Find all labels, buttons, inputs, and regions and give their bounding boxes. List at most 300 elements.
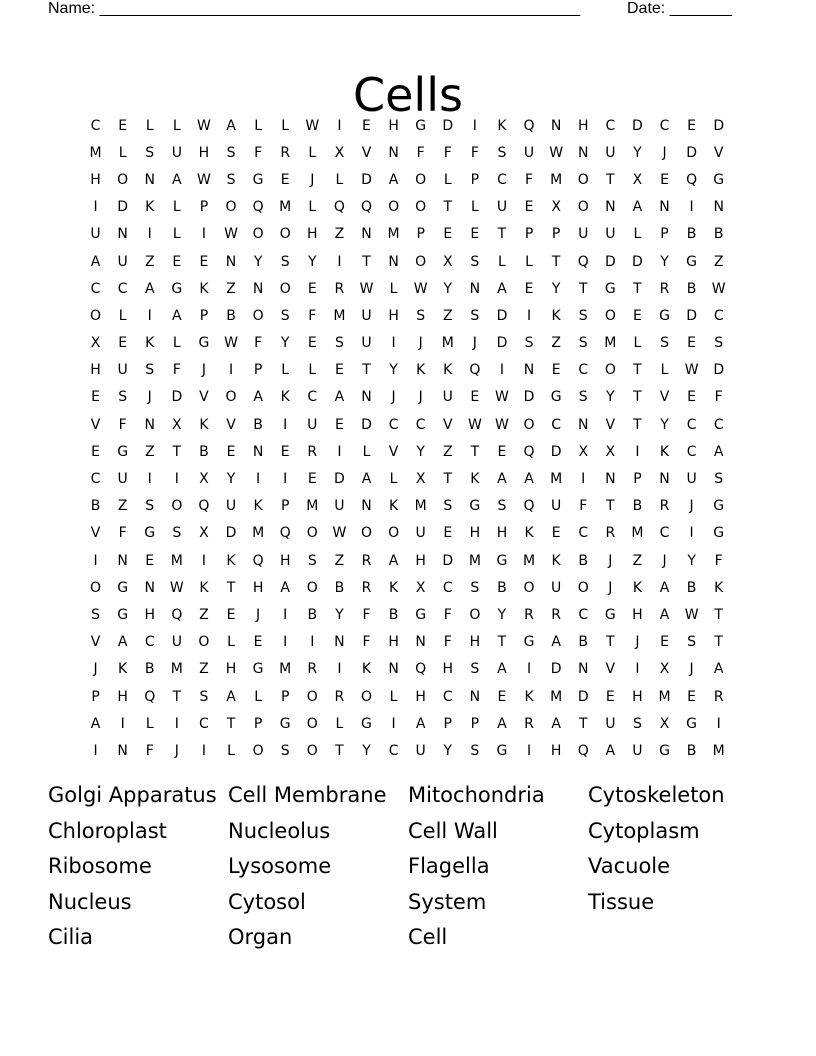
grid-letter: I bbox=[635, 661, 640, 678]
grid-letter: D bbox=[442, 117, 454, 134]
grid-letter: I bbox=[174, 471, 179, 488]
grid-letter: N bbox=[577, 144, 589, 161]
grid-letter: R bbox=[713, 688, 724, 705]
grid-letter: P bbox=[470, 715, 480, 732]
grid-letter: B bbox=[713, 226, 724, 243]
grid-letter: E bbox=[307, 471, 317, 488]
word-bank-item: Cell Wall bbox=[408, 818, 498, 843]
grid-letter: I bbox=[147, 226, 152, 243]
grid-letter: O bbox=[360, 525, 372, 542]
grid-letter: R bbox=[551, 606, 561, 623]
grid-letter: L bbox=[660, 362, 669, 379]
grid-letter: I bbox=[93, 552, 98, 569]
grid-letter: F bbox=[254, 335, 263, 352]
grid-letter: L bbox=[389, 280, 398, 297]
grid-letter: G bbox=[496, 552, 508, 569]
grid-letter: W bbox=[684, 606, 699, 623]
grid-letter: R bbox=[659, 280, 670, 297]
grid-letter: K bbox=[226, 552, 236, 569]
grid-letter: I bbox=[391, 335, 396, 352]
grid-letter: S bbox=[578, 335, 588, 352]
grid-letter: U bbox=[605, 715, 616, 732]
grid-letter: A bbox=[659, 579, 670, 596]
grid-letter: H bbox=[198, 144, 210, 161]
grid-letter: B bbox=[199, 443, 209, 460]
grid-letter: Y bbox=[606, 389, 615, 406]
grid-letter: X bbox=[632, 171, 643, 188]
grid-letter: Q bbox=[523, 498, 535, 515]
grid-letter: L bbox=[308, 199, 317, 216]
grid-letter: R bbox=[307, 661, 318, 678]
grid-letter: O bbox=[252, 226, 264, 243]
grid-letter: A bbox=[605, 742, 616, 759]
word-bank-item: Golgi Apparatus bbox=[48, 783, 217, 807]
grid-letter: Z bbox=[226, 280, 236, 297]
word-bank bbox=[48, 778, 768, 956]
grid-letter: O bbox=[279, 280, 291, 297]
grid-letter: X bbox=[659, 661, 670, 678]
grid-letter: U bbox=[117, 362, 128, 379]
grid-letter: X bbox=[578, 443, 589, 460]
grid-letter: B bbox=[578, 552, 589, 569]
grid-letter: W bbox=[359, 280, 374, 297]
grid-letter: W bbox=[305, 117, 320, 134]
grid-letter: N bbox=[252, 280, 264, 297]
grid-letter: C bbox=[659, 117, 670, 134]
word-bank-item: Cytoskeleton bbox=[588, 783, 725, 807]
grid-letter: I bbox=[283, 471, 288, 488]
grid-letter: O bbox=[577, 199, 589, 216]
grid-letter: G bbox=[361, 715, 372, 732]
word-bank-item: Tissue bbox=[588, 889, 655, 914]
grid-letter: T bbox=[497, 226, 507, 243]
grid-letter: G bbox=[686, 253, 698, 270]
grid-letter: V bbox=[713, 144, 724, 161]
grid-letter: G bbox=[604, 606, 616, 623]
grid-letter: U bbox=[551, 498, 562, 515]
grid-letter: K bbox=[470, 471, 480, 488]
grid-letter: U bbox=[90, 226, 101, 243]
grid-letter: O bbox=[415, 253, 427, 270]
grid-letter: R bbox=[361, 579, 372, 596]
grid-letter: G bbox=[659, 307, 670, 324]
grid-letter: E bbox=[307, 335, 317, 352]
word-bank-item: Vacuole bbox=[588, 854, 671, 878]
grid-letter: K bbox=[145, 199, 155, 216]
grid-letter: X bbox=[199, 471, 209, 488]
grid-letter: W bbox=[197, 171, 211, 188]
grid-row bbox=[82, 438, 732, 465]
grid-letter: J bbox=[256, 606, 261, 623]
grid-letter: T bbox=[714, 606, 723, 623]
grid-letter: N bbox=[144, 416, 155, 433]
grid-letter: A bbox=[551, 634, 561, 651]
grid-letter: I bbox=[689, 525, 694, 542]
grid-letter: L bbox=[172, 199, 181, 216]
grid-letter: S bbox=[470, 579, 480, 596]
grid-letter: N bbox=[469, 280, 481, 297]
grid-row bbox=[82, 221, 732, 248]
grid-letter: T bbox=[578, 280, 588, 297]
grid-letter: A bbox=[415, 715, 426, 732]
grid-letter: T bbox=[226, 579, 236, 596]
grid-letter: H bbox=[90, 171, 101, 188]
grid-letter: K bbox=[524, 525, 534, 542]
grid-letter: H bbox=[469, 525, 481, 542]
grid-letter: N bbox=[577, 661, 589, 678]
grid-row bbox=[82, 411, 732, 438]
grid-letter: O bbox=[252, 742, 264, 759]
grid-letter: O bbox=[523, 579, 535, 596]
grid-letter: V bbox=[226, 416, 236, 433]
grid-letter: Q bbox=[198, 498, 210, 515]
grid-letter: G bbox=[604, 280, 616, 297]
grid-letter: A bbox=[713, 661, 724, 678]
grid-letter: J bbox=[689, 661, 694, 678]
grid-letter: E bbox=[497, 688, 507, 705]
grid-letter: C bbox=[497, 171, 507, 188]
grid-letter: P bbox=[280, 688, 290, 705]
grid-letter: C bbox=[713, 307, 724, 324]
grid-letter: K bbox=[199, 280, 209, 297]
grid-letter: Y bbox=[280, 335, 290, 352]
grid-letter: B bbox=[226, 307, 236, 324]
grid-letter: A bbox=[632, 199, 643, 216]
grid-letter: G bbox=[713, 525, 725, 542]
grid-letter: P bbox=[551, 226, 561, 243]
grid-letter: E bbox=[91, 389, 100, 406]
grid-letter: C bbox=[605, 117, 616, 134]
grid-letter: J bbox=[174, 742, 179, 759]
grid-letter: E bbox=[280, 443, 290, 460]
grid-letter: I bbox=[201, 226, 206, 243]
grid-letter: I bbox=[283, 416, 288, 433]
grid-letter: E bbox=[199, 253, 209, 270]
grid-letter: E bbox=[470, 226, 480, 243]
grid-letter: O bbox=[225, 199, 237, 216]
grid-letter: F bbox=[470, 144, 479, 161]
grid-letter: X bbox=[442, 253, 453, 270]
grid-letter: S bbox=[470, 661, 480, 678]
grid-letter: C bbox=[659, 525, 670, 542]
grid-letter: Y bbox=[687, 552, 696, 569]
grid-letter: A bbox=[253, 389, 263, 406]
grid-letter: L bbox=[172, 226, 181, 243]
grid-letter: R bbox=[334, 688, 345, 705]
grid-letter: I bbox=[283, 634, 288, 651]
grid-letter: M bbox=[387, 226, 400, 243]
grid-letter: S bbox=[307, 552, 317, 569]
grid-letter: L bbox=[335, 171, 344, 188]
grid-letter: M bbox=[306, 498, 319, 515]
grid-letter: E bbox=[362, 117, 371, 134]
grid-letter: T bbox=[362, 253, 371, 270]
grid-letter: L bbox=[281, 117, 290, 134]
grid-letter: O bbox=[577, 171, 589, 188]
grid-letter: A bbox=[280, 579, 290, 596]
grid-letter: D bbox=[225, 525, 237, 542]
grid-letter: I bbox=[93, 742, 98, 759]
grid-letter: P bbox=[253, 362, 263, 379]
grid-letter: O bbox=[279, 226, 291, 243]
grid-letter: A bbox=[144, 280, 155, 297]
grid-letter: A bbox=[388, 171, 399, 188]
grid-letter: B bbox=[334, 579, 345, 596]
grid-letter: W bbox=[467, 416, 482, 433]
grid-letter: C bbox=[144, 634, 155, 651]
grid-letter: E bbox=[605, 688, 615, 705]
grid-letter: U bbox=[415, 742, 426, 759]
grid-letter: G bbox=[659, 742, 670, 759]
grid-letter: D bbox=[334, 471, 345, 488]
grid-letter: B bbox=[686, 280, 697, 297]
grid-letter: H bbox=[307, 226, 318, 243]
grid-letter: U bbox=[605, 226, 616, 243]
grid-letter: F bbox=[254, 144, 263, 161]
grid-letter: H bbox=[252, 579, 264, 596]
grid-letter: S bbox=[145, 362, 155, 379]
grid-row bbox=[82, 520, 732, 547]
grid-letter: U bbox=[496, 199, 508, 216]
grid-letter: E bbox=[226, 606, 236, 623]
grid-letter: K bbox=[199, 416, 209, 433]
grid-letter: P bbox=[253, 715, 263, 732]
grid-letter: S bbox=[497, 498, 507, 515]
word-bank-item: Chloroplast bbox=[48, 818, 167, 843]
grid-letter: Q bbox=[252, 199, 264, 216]
grid-letter: B bbox=[144, 661, 155, 678]
grid-letter: E bbox=[470, 389, 480, 406]
grid-letter: N bbox=[144, 579, 155, 596]
grid-letter: W bbox=[495, 389, 509, 406]
grid-letter: M bbox=[333, 307, 346, 324]
grid-letter: D bbox=[632, 117, 643, 134]
grid-letter: N bbox=[550, 117, 562, 134]
grid-letter: T bbox=[606, 171, 615, 188]
grid-letter: M bbox=[468, 552, 481, 569]
grid-letter: E bbox=[226, 443, 236, 460]
grid-letter: Q bbox=[686, 171, 698, 188]
grid-letter: A bbox=[172, 307, 182, 324]
grid-letter: K bbox=[659, 443, 670, 460]
word-search-grid bbox=[82, 112, 732, 765]
grid-letter: G bbox=[713, 498, 725, 515]
grid-letter: M bbox=[170, 661, 183, 678]
grid-letter: Y bbox=[226, 471, 236, 488]
grid-letter: K bbox=[551, 552, 561, 569]
grid-letter: M bbox=[550, 171, 563, 188]
grid-letter: K bbox=[199, 579, 209, 596]
grid-letter: I bbox=[147, 307, 152, 324]
grid-letter: B bbox=[388, 606, 399, 623]
grid-letter: H bbox=[117, 688, 128, 705]
grid-letter: W bbox=[413, 280, 428, 297]
grid-row bbox=[82, 629, 732, 656]
grid-letter: T bbox=[633, 389, 642, 406]
grid-letter: K bbox=[714, 579, 724, 596]
grid-letter: X bbox=[199, 525, 209, 542]
grid-letter: C bbox=[199, 715, 209, 732]
grid-letter: P bbox=[660, 226, 669, 243]
grid-letter: N bbox=[713, 199, 724, 216]
grid-letter: V bbox=[90, 416, 101, 433]
grid-letter: L bbox=[362, 443, 371, 460]
grid-letter: E bbox=[551, 362, 561, 379]
grid-letter: T bbox=[335, 742, 344, 759]
grid-letter: Z bbox=[199, 606, 209, 623]
grid-letter: Z bbox=[442, 307, 453, 324]
grid-letter: X bbox=[659, 715, 670, 732]
grid-letter: A bbox=[497, 280, 507, 297]
grid-letter: A bbox=[713, 443, 724, 460]
grid-letter: E bbox=[524, 199, 534, 216]
grid-letter: N bbox=[388, 253, 399, 270]
grid-letter: O bbox=[117, 171, 129, 188]
grid-letter: G bbox=[686, 715, 698, 732]
grid-letter: E bbox=[334, 362, 344, 379]
grid-letter: Q bbox=[279, 525, 291, 542]
grid-letter: G bbox=[469, 498, 481, 515]
grid-letter: I bbox=[256, 471, 261, 488]
grid-letter: I bbox=[581, 471, 586, 488]
grid-letter: W bbox=[332, 525, 347, 542]
grid-letter: X bbox=[551, 199, 561, 216]
grid-letter: C bbox=[713, 416, 724, 433]
grid-letter: C bbox=[307, 389, 318, 406]
word-bank-item: System bbox=[408, 889, 487, 914]
grid-letter: O bbox=[604, 362, 616, 379]
grid-letter: T bbox=[470, 443, 480, 460]
grid-letter: J bbox=[201, 362, 206, 379]
grid-letter: H bbox=[469, 634, 481, 651]
grid-letter: T bbox=[714, 634, 723, 651]
grid-letter: C bbox=[388, 742, 399, 759]
grid-letter: M bbox=[658, 688, 671, 705]
grid-letter: Z bbox=[117, 498, 128, 515]
grid-letter: M bbox=[604, 335, 617, 352]
grid-letter: W bbox=[169, 579, 184, 596]
grid-letter: G bbox=[279, 715, 291, 732]
grid-letter: T bbox=[172, 443, 182, 460]
grid-letter: S bbox=[416, 307, 426, 324]
grid-letter: A bbox=[90, 253, 101, 270]
grid-letter: A bbox=[226, 688, 236, 705]
grid-letter: V bbox=[605, 416, 616, 433]
grid-letter: S bbox=[334, 335, 344, 352]
grid-letter: I bbox=[337, 117, 342, 134]
grid-letter: P bbox=[443, 715, 452, 732]
grid-letter: J bbox=[635, 634, 640, 651]
grid-letter: K bbox=[632, 579, 643, 596]
grid-letter: E bbox=[118, 117, 128, 134]
grid-letter: J bbox=[608, 552, 613, 569]
grid-letter: C bbox=[578, 606, 589, 623]
grid-letter: F bbox=[308, 307, 317, 324]
grid-letter: R bbox=[334, 280, 345, 297]
grid-letter: L bbox=[172, 335, 181, 352]
grid-letter: U bbox=[686, 471, 697, 488]
grid-letter: J bbox=[472, 335, 477, 352]
grid-letter: K bbox=[118, 661, 128, 678]
grid-letter: K bbox=[280, 389, 290, 406]
grid-letter: F bbox=[172, 362, 181, 379]
grid-letter: P bbox=[524, 226, 534, 243]
grid-letter: T bbox=[633, 416, 642, 433]
grid-letter: H bbox=[415, 552, 426, 569]
grid-letter: S bbox=[524, 335, 534, 352]
grid-letter: T bbox=[226, 715, 236, 732]
grid-letter: Q bbox=[469, 362, 481, 379]
grid-letter: F bbox=[714, 552, 723, 569]
grid-letter: D bbox=[604, 253, 616, 270]
grid-letter: J bbox=[93, 661, 98, 678]
grid-row bbox=[82, 656, 732, 683]
grid-letter: H bbox=[632, 688, 643, 705]
grid-letter: L bbox=[335, 715, 344, 732]
grid-letter: S bbox=[578, 389, 588, 406]
grid-letter: A bbox=[334, 389, 345, 406]
grid-letter: X bbox=[415, 579, 426, 596]
grid-letter: Z bbox=[632, 552, 643, 569]
grid-letter: O bbox=[90, 579, 102, 596]
grid-letter: D bbox=[117, 199, 129, 216]
grid-letter: H bbox=[279, 552, 291, 569]
word-bank-item: Ribosome bbox=[48, 854, 152, 878]
word-bank-item: Flagella bbox=[408, 854, 490, 878]
grid-letter: U bbox=[334, 498, 345, 515]
grid-letter: H bbox=[388, 634, 399, 651]
grid-letter: U bbox=[523, 144, 535, 161]
grid-letter: T bbox=[606, 498, 615, 515]
grid-letter: V bbox=[605, 661, 616, 678]
grid-letter: O bbox=[171, 498, 183, 515]
grid-letter: V bbox=[388, 443, 399, 460]
word-bank-item: Organ bbox=[228, 925, 293, 949]
grid-letter: D bbox=[632, 253, 643, 270]
grid-letter: O bbox=[388, 525, 400, 542]
grid-letter: F bbox=[443, 634, 452, 651]
grid-letter: T bbox=[578, 715, 588, 732]
grid-letter: B bbox=[307, 606, 318, 623]
grid-letter: L bbox=[118, 144, 127, 161]
grid-letter: T bbox=[633, 280, 642, 297]
grid-letter: M bbox=[441, 335, 454, 352]
grid-letter: N bbox=[117, 742, 128, 759]
grid-letter: Q bbox=[333, 199, 345, 216]
grid-letter: M bbox=[631, 525, 644, 542]
grid-letter: O bbox=[225, 389, 237, 406]
grid-letter: G bbox=[415, 117, 427, 134]
word-bank-item: Cilia bbox=[48, 925, 94, 949]
grid-letter: S bbox=[226, 171, 236, 188]
grid-letter: W bbox=[224, 226, 238, 243]
grid-letter: J bbox=[147, 389, 152, 406]
grid-letter: L bbox=[227, 742, 235, 759]
grid-letter: R bbox=[361, 552, 372, 569]
grid-letter: B bbox=[90, 498, 101, 515]
grid-letter: I bbox=[337, 661, 342, 678]
grid-letter: G bbox=[252, 661, 264, 678]
grid-letter: G bbox=[198, 335, 210, 352]
grid-letter: I bbox=[174, 715, 179, 732]
grid-letter: E bbox=[334, 416, 344, 433]
grid-letter: P bbox=[91, 688, 100, 705]
grid-letter: J bbox=[418, 389, 423, 406]
grid-letter: G bbox=[713, 171, 725, 188]
grid-letter: M bbox=[279, 661, 292, 678]
grid-letter: H bbox=[632, 606, 643, 623]
grid-letter: S bbox=[280, 742, 290, 759]
